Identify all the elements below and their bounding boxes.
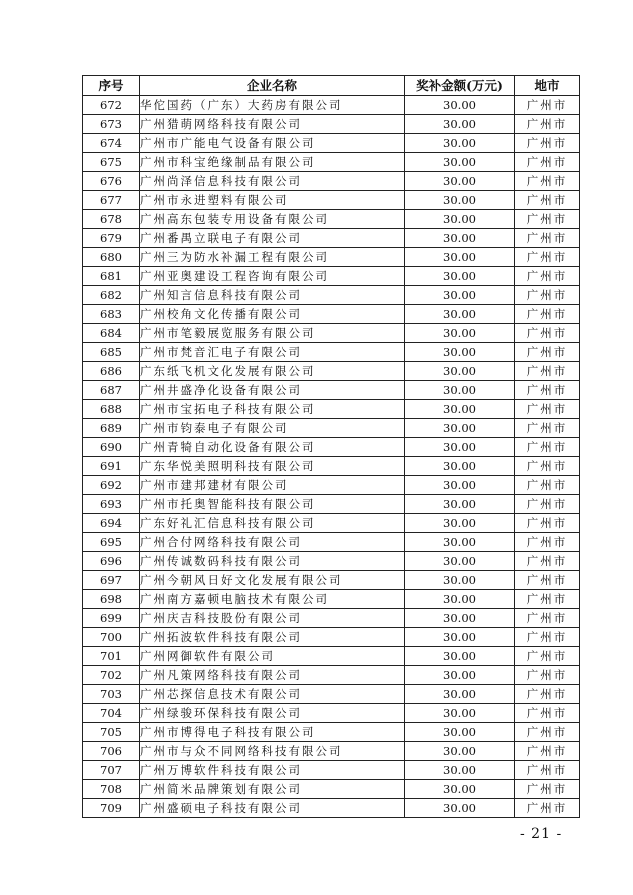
- row-city: 广州市: [515, 457, 580, 476]
- row-enterprise-name: 广州拓波软件科技有限公司: [140, 628, 405, 647]
- row-enterprise-name: 广州绿骏环保科技有限公司: [140, 704, 405, 723]
- row-city: 广州市: [515, 761, 580, 780]
- header-subsidy-amount: 奖补金额(万元): [405, 76, 515, 96]
- row-city: 广州市: [515, 514, 580, 533]
- row-enterprise-name: 广州今朝风日好文化发展有限公司: [140, 571, 405, 590]
- table-row: [83, 552, 580, 571]
- row-city: 广州市: [515, 666, 580, 685]
- table-row: [83, 457, 580, 476]
- row-city: 广州市: [515, 286, 580, 305]
- table-row: [83, 153, 580, 172]
- row-city: 广州市: [515, 476, 580, 495]
- row-enterprise-name: 广东纸飞机文化发展有限公司: [140, 362, 405, 381]
- table-row: [83, 514, 580, 533]
- row-enterprise-name: 广州市博得电子科技有限公司: [140, 723, 405, 742]
- row-serial-number: 693: [83, 495, 140, 514]
- table-row: [83, 628, 580, 647]
- row-enterprise-name: 广州市笔毅展览服务有限公司: [140, 324, 405, 343]
- row-enterprise-name: 华佗国药（广东）大药房有限公司: [140, 96, 405, 115]
- row-subsidy-amount: 30.00: [405, 685, 515, 704]
- row-serial-number: 678: [83, 210, 140, 229]
- row-serial-number: 677: [83, 191, 140, 210]
- row-subsidy-amount: 30.00: [405, 305, 515, 324]
- table-row: [83, 590, 580, 609]
- row-city: 广州市: [515, 647, 580, 666]
- row-subsidy-amount: 30.00: [405, 552, 515, 571]
- row-serial-number: 700: [83, 628, 140, 647]
- row-city: 广州市: [515, 210, 580, 229]
- row-serial-number: 684: [83, 324, 140, 343]
- table-row: [83, 419, 580, 438]
- table-row: [83, 305, 580, 324]
- table-row: [83, 761, 580, 780]
- table-row: [83, 780, 580, 799]
- row-subsidy-amount: 30.00: [405, 96, 515, 115]
- row-subsidy-amount: 30.00: [405, 590, 515, 609]
- table-row: [83, 571, 580, 590]
- row-enterprise-name: 广州番禺立联电子有限公司: [140, 229, 405, 248]
- row-subsidy-amount: 30.00: [405, 609, 515, 628]
- row-serial-number: 686: [83, 362, 140, 381]
- row-serial-number: 674: [83, 134, 140, 153]
- row-city: 广州市: [515, 115, 580, 134]
- row-subsidy-amount: 30.00: [405, 343, 515, 362]
- row-subsidy-amount: 30.00: [405, 704, 515, 723]
- row-subsidy-amount: 30.00: [405, 248, 515, 267]
- row-subsidy-amount: 30.00: [405, 362, 515, 381]
- table-row: [83, 533, 580, 552]
- row-city: 广州市: [515, 267, 580, 286]
- row-serial-number: 683: [83, 305, 140, 324]
- table-row: [83, 704, 580, 723]
- row-subsidy-amount: 30.00: [405, 457, 515, 476]
- row-enterprise-name: 广州井盛净化设备有限公司: [140, 381, 405, 400]
- row-enterprise-name: 广州芯探信息技术有限公司: [140, 685, 405, 704]
- row-serial-number: 698: [83, 590, 140, 609]
- row-enterprise-name: 广州传诚数码科技有限公司: [140, 552, 405, 571]
- row-serial-number: 701: [83, 647, 140, 666]
- row-subsidy-amount: 30.00: [405, 514, 515, 533]
- row-subsidy-amount: 30.00: [405, 476, 515, 495]
- table-row: [83, 438, 580, 457]
- row-serial-number: 691: [83, 457, 140, 476]
- table-header-row: [83, 76, 580, 96]
- row-enterprise-name: 广州市托奥智能科技有限公司: [140, 495, 405, 514]
- row-enterprise-name: 广东好礼汇信息科技有限公司: [140, 514, 405, 533]
- row-serial-number: 696: [83, 552, 140, 571]
- row-city: 广州市: [515, 438, 580, 457]
- row-subsidy-amount: 30.00: [405, 571, 515, 590]
- row-subsidy-amount: 30.00: [405, 172, 515, 191]
- row-city: 广州市: [515, 172, 580, 191]
- row-city: 广州市: [515, 742, 580, 761]
- row-enterprise-name: 广州市宝拓电子科技有限公司: [140, 400, 405, 419]
- header-serial-number: 序号: [83, 76, 140, 96]
- row-subsidy-amount: 30.00: [405, 400, 515, 419]
- row-enterprise-name: 广州市永进塑料有限公司: [140, 191, 405, 210]
- header-city: 地市: [515, 76, 580, 96]
- table-row: [83, 324, 580, 343]
- table-row: [83, 172, 580, 191]
- table-row: [83, 115, 580, 134]
- row-enterprise-name: 广州尚泽信息科技有限公司: [140, 172, 405, 191]
- row-subsidy-amount: 30.00: [405, 799, 515, 818]
- row-serial-number: 692: [83, 476, 140, 495]
- row-enterprise-name: 广州市梵音汇电子有限公司: [140, 343, 405, 362]
- row-subsidy-amount: 30.00: [405, 723, 515, 742]
- row-city: 广州市: [515, 571, 580, 590]
- row-enterprise-name: 广州猎萌网络科技有限公司: [140, 115, 405, 134]
- row-subsidy-amount: 30.00: [405, 191, 515, 210]
- row-enterprise-name: 广州三为防水补漏工程有限公司: [140, 248, 405, 267]
- row-city: 广州市: [515, 400, 580, 419]
- row-city: 广州市: [515, 381, 580, 400]
- row-serial-number: 707: [83, 761, 140, 780]
- row-city: 广州市: [515, 533, 580, 552]
- row-city: 广州市: [515, 780, 580, 799]
- table-row: [83, 476, 580, 495]
- row-serial-number: 685: [83, 343, 140, 362]
- row-city: 广州市: [515, 590, 580, 609]
- table-row: [83, 647, 580, 666]
- row-enterprise-name: 广州亚奥建设工程咨询有限公司: [140, 267, 405, 286]
- row-serial-number: 675: [83, 153, 140, 172]
- table-row: [83, 799, 580, 818]
- row-serial-number: 706: [83, 742, 140, 761]
- row-serial-number: 673: [83, 115, 140, 134]
- row-city: 广州市: [515, 628, 580, 647]
- row-city: 广州市: [515, 248, 580, 267]
- row-enterprise-name: 广州市科宝绝缘制品有限公司: [140, 153, 405, 172]
- row-subsidy-amount: 30.00: [405, 267, 515, 286]
- table-row: [83, 267, 580, 286]
- row-enterprise-name: 广州高东包装专用设备有限公司: [140, 210, 405, 229]
- row-enterprise-name: 广州市钧泰电子有限公司: [140, 419, 405, 438]
- row-enterprise-name: 广东华悦美照明科技有限公司: [140, 457, 405, 476]
- row-serial-number: 690: [83, 438, 140, 457]
- row-city: 广州市: [515, 495, 580, 514]
- row-subsidy-amount: 30.00: [405, 210, 515, 229]
- row-enterprise-name: 广州青犄自动化设备有限公司: [140, 438, 405, 457]
- row-city: 广州市: [515, 609, 580, 628]
- table-row: [83, 609, 580, 628]
- table-row: [83, 362, 580, 381]
- table-row: [83, 723, 580, 742]
- row-enterprise-name: 广州市与众不同网络科技有限公司: [140, 742, 405, 761]
- row-city: 广州市: [515, 343, 580, 362]
- table-row: [83, 495, 580, 514]
- row-enterprise-name: 广州盛硕电子科技有限公司: [140, 799, 405, 818]
- row-city: 广州市: [515, 362, 580, 381]
- row-city: 广州市: [515, 134, 580, 153]
- row-serial-number: 709: [83, 799, 140, 818]
- row-subsidy-amount: 30.00: [405, 419, 515, 438]
- row-serial-number: 704: [83, 704, 140, 723]
- row-city: 广州市: [515, 153, 580, 172]
- row-subsidy-amount: 30.00: [405, 628, 515, 647]
- row-city: 广州市: [515, 305, 580, 324]
- row-subsidy-amount: 30.00: [405, 324, 515, 343]
- row-serial-number: 682: [83, 286, 140, 305]
- row-enterprise-name: 广州市广能电气设备有限公司: [140, 134, 405, 153]
- table-row: [83, 343, 580, 362]
- table-row: [83, 210, 580, 229]
- row-enterprise-name: 广州万博软件科技有限公司: [140, 761, 405, 780]
- row-enterprise-name: 广州市建邦建材有限公司: [140, 476, 405, 495]
- row-city: 广州市: [515, 419, 580, 438]
- row-subsidy-amount: 30.00: [405, 438, 515, 457]
- row-serial-number: 708: [83, 780, 140, 799]
- table-body: [83, 96, 580, 818]
- row-subsidy-amount: 30.00: [405, 780, 515, 799]
- row-enterprise-name: 广州网御软件有限公司: [140, 647, 405, 666]
- row-serial-number: 679: [83, 229, 140, 248]
- row-serial-number: 697: [83, 571, 140, 590]
- row-enterprise-name: 广州凡策网络科技有限公司: [140, 666, 405, 685]
- row-city: 广州市: [515, 799, 580, 818]
- row-subsidy-amount: 30.00: [405, 533, 515, 552]
- table-row: [83, 229, 580, 248]
- row-enterprise-name: 广州合付网络科技有限公司: [140, 533, 405, 552]
- row-subsidy-amount: 30.00: [405, 115, 515, 134]
- row-subsidy-amount: 30.00: [405, 761, 515, 780]
- row-serial-number: 687: [83, 381, 140, 400]
- row-city: 广州市: [515, 704, 580, 723]
- row-serial-number: 688: [83, 400, 140, 419]
- row-serial-number: 702: [83, 666, 140, 685]
- row-serial-number: 680: [83, 248, 140, 267]
- row-enterprise-name: 广州庆吉科技股份有限公司: [140, 609, 405, 628]
- row-serial-number: 705: [83, 723, 140, 742]
- row-subsidy-amount: 30.00: [405, 381, 515, 400]
- table-row: [83, 248, 580, 267]
- row-serial-number: 681: [83, 267, 140, 286]
- row-city: 广州市: [515, 552, 580, 571]
- row-serial-number: 699: [83, 609, 140, 628]
- table-row: [83, 742, 580, 761]
- header-enterprise-name: 企业名称: [140, 76, 405, 96]
- table-row: [83, 666, 580, 685]
- row-subsidy-amount: 30.00: [405, 742, 515, 761]
- row-city: 广州市: [515, 191, 580, 210]
- table-row: [83, 381, 580, 400]
- row-serial-number: 676: [83, 172, 140, 191]
- table-row: [83, 96, 580, 115]
- row-serial-number: 689: [83, 419, 140, 438]
- table-row: [83, 191, 580, 210]
- row-city: 广州市: [515, 324, 580, 343]
- row-enterprise-name: 广州知言信息科技有限公司: [140, 286, 405, 305]
- row-serial-number: 703: [83, 685, 140, 704]
- row-city: 广州市: [515, 723, 580, 742]
- table-row: [83, 134, 580, 153]
- row-serial-number: 672: [83, 96, 140, 115]
- row-city: 广州市: [515, 229, 580, 248]
- page-number: - 21 -: [520, 826, 563, 842]
- table-row: [83, 286, 580, 305]
- row-city: 广州市: [515, 685, 580, 704]
- row-subsidy-amount: 30.00: [405, 647, 515, 666]
- row-subsidy-amount: 30.00: [405, 666, 515, 685]
- row-serial-number: 694: [83, 514, 140, 533]
- table-row: [83, 685, 580, 704]
- row-subsidy-amount: 30.00: [405, 286, 515, 305]
- table-row: [83, 400, 580, 419]
- row-enterprise-name: 广州简米品牌策划有限公司: [140, 780, 405, 799]
- row-enterprise-name: 广州校角文化传播有限公司: [140, 305, 405, 324]
- row-subsidy-amount: 30.00: [405, 495, 515, 514]
- row-subsidy-amount: 30.00: [405, 153, 515, 172]
- row-enterprise-name: 广州南方嘉顿电脑技术有限公司: [140, 590, 405, 609]
- row-subsidy-amount: 30.00: [405, 229, 515, 248]
- row-serial-number: 695: [83, 533, 140, 552]
- row-city: 广州市: [515, 96, 580, 115]
- enterprise-subsidy-table: [82, 75, 580, 818]
- row-subsidy-amount: 30.00: [405, 134, 515, 153]
